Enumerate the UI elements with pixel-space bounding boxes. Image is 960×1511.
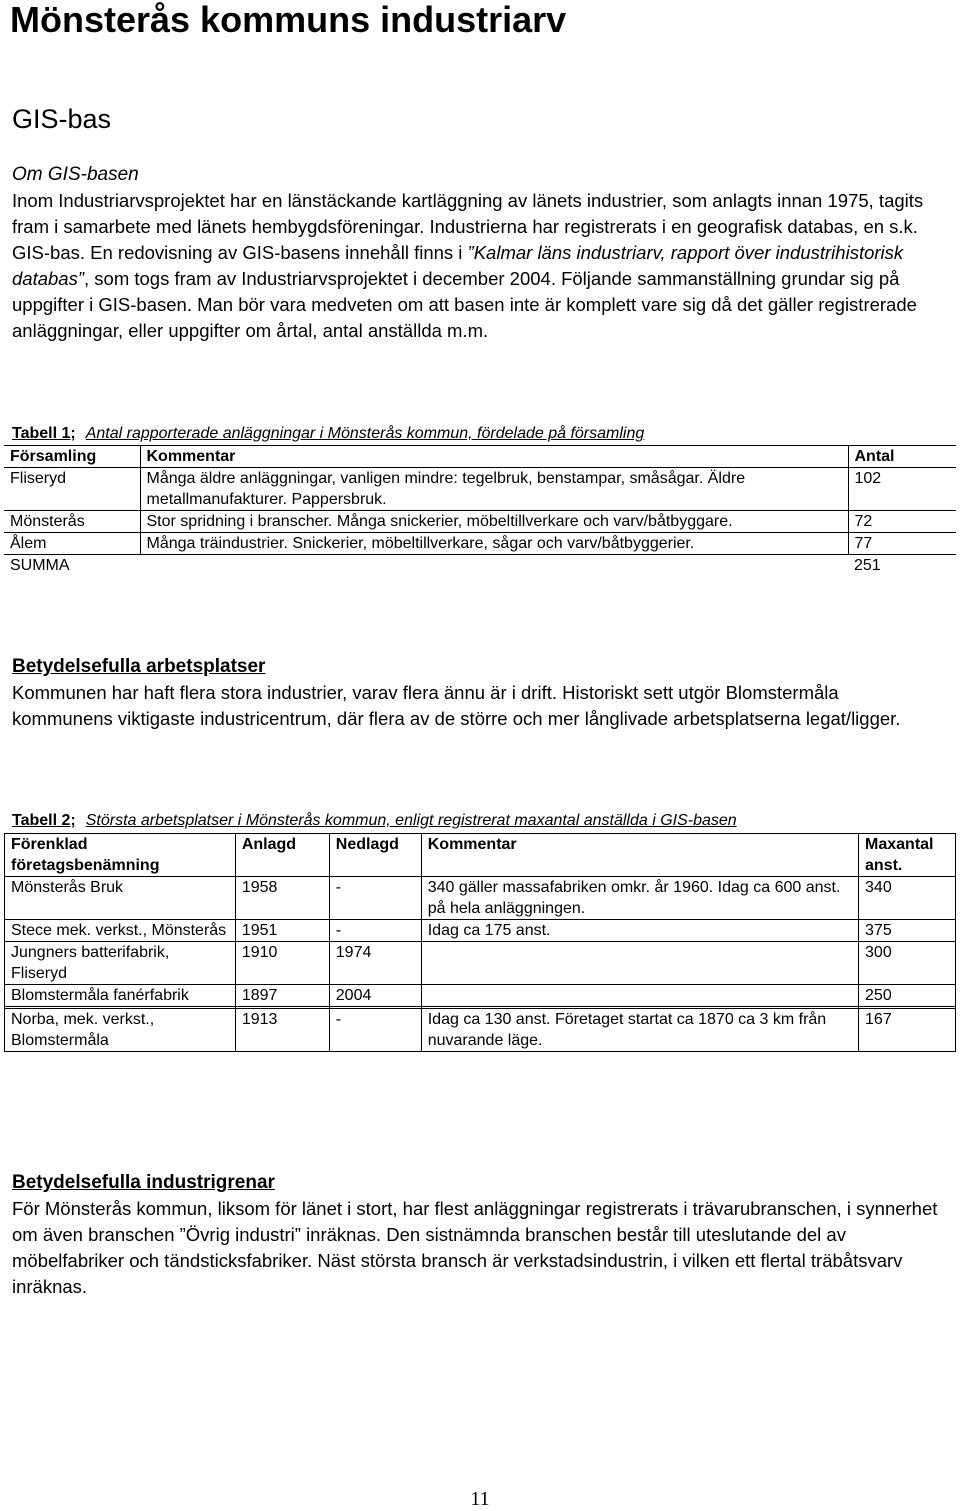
table2-header-founded: Anlagd xyxy=(235,834,329,877)
table1-cell-comment: Många träindustrier. Snickerier, möbeltillverkare, sågar och varv/båtbyggerier. xyxy=(140,533,848,555)
table2-caption-text: Största arbetsplatser i Mönsterås kommun, enligt registrerat maxantal anställda i GIS-basen xyxy=(85,812,737,829)
gis-paragraph-part2: , som togs fram av Industriarvsprojektet i december 2004. Följande sammanställning grundar sig på uppgifter i GIS-basen. Man bör vara medveten om att basen inte är komplett vare sig då det gäller registrerade anläggningar, eller uppgifter om årtal, antal anställda m.m. xyxy=(12,268,917,341)
table2-cell-founded: 1951 xyxy=(235,920,329,942)
table2-cell-closed: - xyxy=(329,920,421,942)
table1-sum-label: SUMMA xyxy=(10,557,70,574)
table2-cell-comment xyxy=(421,985,858,1007)
table2-cell-max: 375 xyxy=(859,920,956,942)
table1-caption-label: Tabell 1; xyxy=(12,425,76,442)
table2-cell-founded: 1958 xyxy=(235,877,329,920)
table1-cell-parish: Mönsterås xyxy=(4,511,140,533)
table2-header-closed: Nedlagd xyxy=(329,834,421,877)
table1-cell-count: 77 xyxy=(848,533,956,555)
gis-paragraph-part1: Inom Industriarvsprojektet har en länstäckande kartläggning av länets industrier, som anlagts innan 1975, tagits fram i samarbete med länets hembygdsföreningar. Industrierna har registrerats i en geografisk databas, en s.k. GIS-bas. En redovisning av GIS-basens innehåll finns i xyxy=(12,190,924,263)
table2-cell-name: Jungners batterifabrik, Fliseryd xyxy=(5,942,236,985)
table1-caption xyxy=(12,424,644,444)
table-row xyxy=(4,468,956,511)
page-title: Mönsterås kommuns industriarv xyxy=(10,0,567,40)
table1 xyxy=(4,445,956,576)
table2-cell-max: 167 xyxy=(859,1009,956,1052)
table-row xyxy=(5,920,956,942)
table1-cell-count: 72 xyxy=(848,511,956,533)
table1-cell-count: 102 xyxy=(848,468,956,511)
table2-cell-max: 340 xyxy=(859,877,956,920)
table2-cell-closed: - xyxy=(329,1009,421,1052)
table2-cell-max: 300 xyxy=(859,942,956,985)
table1-header-comment: Kommentar xyxy=(140,446,848,468)
table1-cell-comment: Många äldre anläggningar, vanligen mindre: tegelbruk, benstampar, småsågar. Äldre metallmanufakturer. Pappersbruk. xyxy=(140,468,848,511)
table1-caption-text: Antal rapporterade anläggningar i Mönsterås kommun, fördelade på församling xyxy=(85,425,645,442)
table2-cell-comment: Idag ca 130 anst. Företaget startat ca 1870 ca 3 km från nuvarande läge. xyxy=(421,1009,858,1052)
branches-paragraph: För Mönsterås kommun, liksom för länet i stort, har flest anläggningar registrerats i trävarubranschen, i synnerhet om även branschen ”Övrig industri” inräknas. Den sistnämnda branschen består till uteslutande del av möbelfabriker och tändsticksfabriker. Näst största bransch är verkstadsindustrin, i vilken ett flertal träbåtsvarv inräknas. xyxy=(12,1198,938,1297)
table1-header-count: Antal xyxy=(848,446,956,468)
table-row xyxy=(5,942,956,985)
table-row xyxy=(4,511,956,533)
table2-cell-name: Stece mek. verkst., Mönsterås xyxy=(5,920,236,942)
subheading-om-gis: Om GIS-basen xyxy=(12,164,139,185)
page-number: 11 xyxy=(470,1488,490,1510)
section-heading-workplaces: Betydelsefulla arbetsplatser xyxy=(12,656,266,677)
table2-cell-comment: Idag ca 175 anst. xyxy=(421,920,858,942)
table2-cell-comment xyxy=(421,942,858,985)
table1-header-row xyxy=(4,446,956,468)
table2-cell-name: Blomstermåla fanérfabrik xyxy=(5,985,236,1007)
table2-cell-closed: 1974 xyxy=(329,942,421,985)
table2-cell-closed: - xyxy=(329,877,421,920)
table1-sum-row xyxy=(4,555,956,577)
table2-header-row xyxy=(5,834,956,877)
table2-header-comment: Kommentar xyxy=(421,834,858,877)
table1-cell-parish: Fliseryd xyxy=(4,468,140,511)
workplaces-paragraph: Kommunen har haft flera stora industrier, varav flera ännu är i drift. Historiskt sett utgör Blomstermåla kommunens viktigaste industricentrum, där flera av de större och mer långlivade arbetsplatserna legat/ligger. xyxy=(12,682,901,729)
table2-cell-max: 250 xyxy=(859,985,956,1007)
table-row xyxy=(5,985,956,1007)
table2-header-name: Förenklad företagsbenämning xyxy=(5,834,236,877)
table2-caption-label: Tabell 2; xyxy=(12,812,76,829)
table-row xyxy=(5,1009,956,1052)
table-row xyxy=(4,533,956,555)
table1-sum-value: 251 xyxy=(854,557,881,574)
table1-header-parish: Församling xyxy=(4,446,140,468)
table2-cell-name: Mönsterås Bruk xyxy=(5,877,236,920)
table2-header-max: Maxantal anst. xyxy=(859,834,956,877)
table2 xyxy=(4,833,956,1052)
table-row xyxy=(5,877,956,920)
table2-cell-founded: 1913 xyxy=(235,1009,329,1052)
table1-cell-comment: Stor spridning i branscher. Många snickerier, möbeltillverkare och varv/båtbyggare. xyxy=(140,511,848,533)
table2-cell-comment: 340 gäller massafabriken omkr. år 1960. Idag ca 600 anst. på hela anläggningen. xyxy=(421,877,858,920)
section-heading-gis: GIS-bas xyxy=(12,104,112,134)
table2-caption xyxy=(12,811,737,831)
gis-paragraph xyxy=(12,188,940,344)
gis-report-title: ”Kalmar läns industriarv, rapport över industrihistorisk databas” xyxy=(12,242,904,289)
table2-cell-founded: 1910 xyxy=(235,942,329,985)
table2-cell-name: Norba, mek. verkst., Blomstermåla xyxy=(5,1009,236,1052)
section-heading-branches: Betydelsefulla industrigrenar xyxy=(12,1172,275,1193)
table2-cell-closed: 2004 xyxy=(329,985,421,1007)
table1-cell-parish: Ålem xyxy=(4,533,140,555)
table2-cell-founded: 1897 xyxy=(235,985,329,1007)
